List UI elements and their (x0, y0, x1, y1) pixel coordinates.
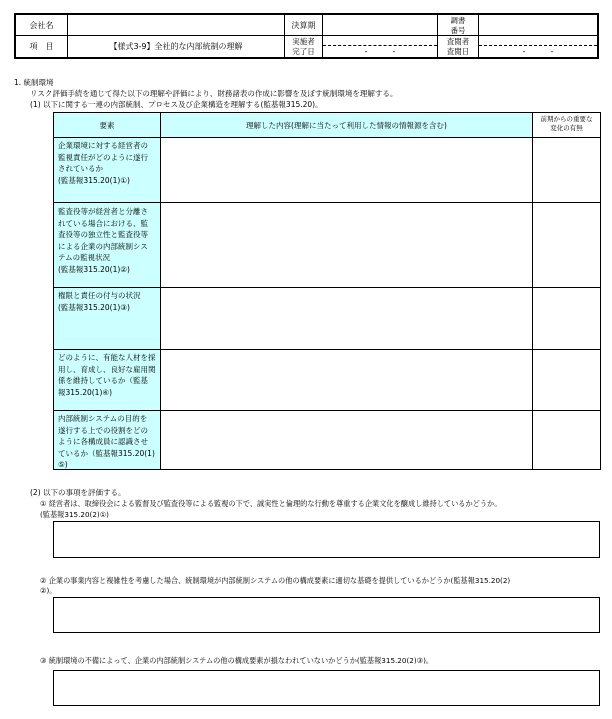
completion-label: 完了日 (292, 47, 315, 56)
col-header-change (533, 113, 600, 137)
item-1-answer-box[interactable] (53, 521, 600, 558)
section2-sub2: (2) 以下の事項を評価する。 (30, 488, 126, 497)
fiscal-label: 決算期 (291, 20, 316, 30)
table-row-1-understanding[interactable] (161, 138, 532, 202)
table-row-5-element: 内部統制システムの目的を 遂行する上での役割をどの ように各構成員に認識させ ているか（監基報315.20(1) ⑤) (54, 411, 160, 469)
section1-intro: リスク評価手続を通じて得た以下の理解や評価により、財務諸表の作成に影響を及ぼす統制環境を理解する。 (30, 89, 398, 98)
item-3-text: ③ 統制環境の不備によって、企業の内部統制システムの他の構成要素が損なわれていないかどうか(監基報315.20(2)③)。 (40, 656, 434, 665)
company-label: 会社名 (29, 20, 54, 30)
table-row-5-change[interactable] (533, 411, 600, 469)
table-row-5-understanding[interactable] (161, 411, 532, 469)
col-header-element: 要素 (54, 113, 160, 137)
doc-number-label-2: 番号 (450, 25, 466, 35)
reviewer-label: 査閲者 (446, 36, 470, 46)
control-environment-table (53, 112, 601, 470)
table-row-4-understanding[interactable] (161, 350, 532, 410)
table-row-3-understanding[interactable] (161, 288, 532, 349)
item-1-text: ① 経営者は、取締役会による監督及び監査役等による監視の下で、誠実性と倫理的な行動を尊重する企業文化を醸成し維持しているかどうか。 (40, 499, 502, 508)
table-row-3-element: 権限と責任の付与の状況 (監基報315.20(1)③) (54, 288, 160, 349)
review-date[interactable]: ・ ・ (520, 47, 556, 56)
col-header-understanding: 理解した内容(理解に当たって利用した情報の情報源を含む) (161, 113, 532, 137)
section1-sub1: (1) 以下に関する一連の内部統制、プロセス及び企業構造を理解する(監基報315.20)。 (30, 100, 323, 109)
section1-title: 1. 統制環境 (14, 78, 54, 87)
table-row-4-element: どのように、有能な人材を採 用し、育成し、良好な雇用関 係を維持しているか（監基 報315.20(1)④) (54, 350, 160, 410)
item-2-answer-box[interactable] (53, 597, 600, 633)
table-row-3-change[interactable] (533, 288, 600, 349)
header-table (14, 13, 599, 59)
item-2-text: ② 企業の事業内容と複雑性を考慮した場合、統制環境が内部統制システムの他の構成要素に適切な基礎を提供しているかどうか(監基報315.20(2) (40, 576, 511, 585)
performer-label: 実施者 (292, 36, 315, 46)
table-row-1-change[interactable] (533, 138, 600, 202)
doc-number-label-1: 調書 (450, 15, 466, 25)
review-date-label: 査閲日 (446, 47, 470, 56)
item-3-answer-box[interactable] (53, 670, 600, 706)
table-row-4-change[interactable] (533, 350, 600, 410)
item-1-ref: (監基報315.20(2)①) (40, 510, 109, 519)
col-header-change-line1: 前期からの重要な (540, 115, 593, 123)
col-header-change-line2: 変化の有無 (550, 124, 583, 132)
table-row-2-understanding[interactable] (161, 203, 532, 287)
table-row-2-element: 監査役等が経営者と分離さ れている場合における、監 査役等の独立性と監査役等 による企業の内部統制シス テムの監視状況 (監基報315.20(1)②) (54, 203, 160, 287)
company-value[interactable] (68, 15, 284, 35)
table-row-1-element: 企業環境に対する経営者の 監視責任がどのように遂行 されているか (監基報315.20(1)①) (54, 138, 160, 202)
item-2-ref: ②)。 (40, 586, 57, 595)
completion-date[interactable]: ・ ・ (362, 47, 398, 56)
item-value: 【様式3-9】全社的な内部統制の理解 (109, 42, 243, 51)
fiscal-value[interactable] (323, 15, 437, 35)
table-row-2-change[interactable] (533, 203, 600, 287)
item-label: 項 目 (29, 42, 54, 51)
